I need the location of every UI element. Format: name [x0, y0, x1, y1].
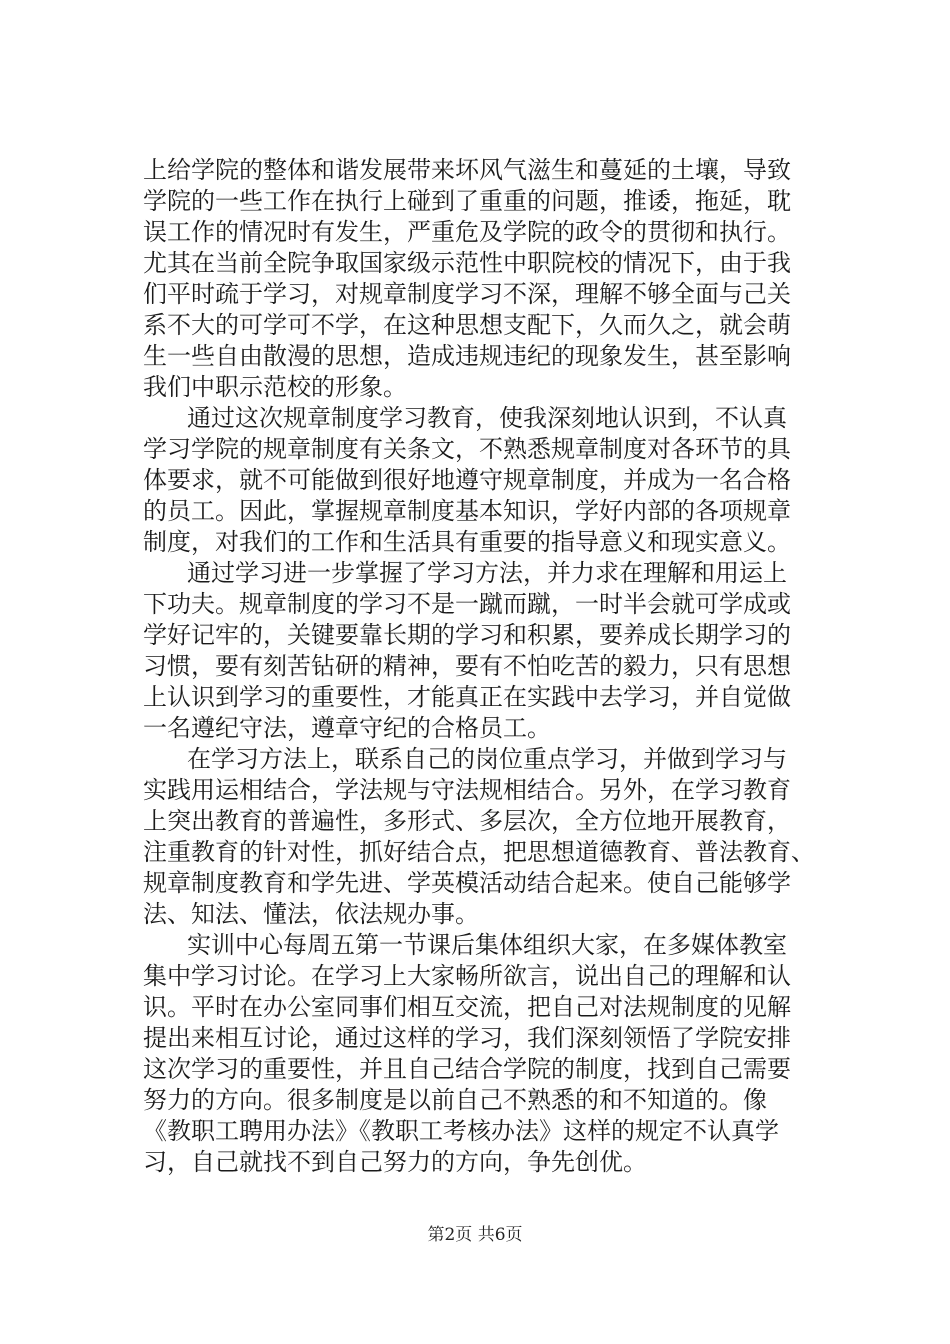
- text-line: 尤其在当前全院争取国家级示范性中职院校的情况下，由于我: [143, 249, 791, 277]
- text-line: 体要求，就不可能做到很好地遵守规章制度，并成为一名合格: [143, 466, 791, 494]
- text-line: 上突出教育的普遍性，多形式、多层次，全方位地开展教育，: [143, 807, 791, 835]
- text-line: 学好记牢的，关键要靠长期的学习和积累，要养成长期学习的: [143, 621, 791, 649]
- text-line: 《教职工聘用办法》《教职工考核办法》这样的规定不认真学: [143, 1117, 779, 1145]
- text-line: 识。平时在办公室同事们相互交流，把自己对法规制度的见解: [143, 993, 791, 1021]
- text-line: 上认识到学习的重要性，才能真正在实践中去学习，并自觉做: [143, 683, 791, 711]
- paragraph-first-line: 通过学习进一步掌握了学习方法，并力求在理解和用运上: [187, 559, 787, 587]
- text-line: 误工作的情况时有发生，严重危及学院的政令的贯彻和执行。: [143, 218, 791, 246]
- text-line: 法、知法、懂法，依法规办事。: [143, 900, 479, 928]
- body-text: [143, 155, 839, 1178]
- text-line: 注重教育的针对性，抓好结合点，把思想道德教育、普法教育、: [143, 838, 815, 866]
- text-line: 系不大的可学可不学，在这种思想支配下，久而久之，就会萌: [143, 311, 791, 339]
- text-line: 习惯，要有刻苦钻研的精神，要有不怕吃苦的毅力，只有思想: [143, 652, 791, 680]
- page-number-footer: 第2页 共6页: [427, 1225, 523, 1245]
- paragraph-first-line: 通过这次规章制度学习教育，使我深刻地认识到，不认真: [187, 404, 787, 432]
- text-line: 们平时疏于学习，对规章制度学习不深，理解不够全面与己关: [143, 280, 791, 308]
- text-line: 规章制度教育和学先进、学英模活动结合起来。使自己能够学: [143, 869, 791, 897]
- paragraph-first-line: 实训中心每周五第一节课后集体组织大家，在多媒体教室: [187, 931, 787, 959]
- text-line: 努力的方向。很多制度是以前自己不熟悉的和不知道的。像: [143, 1086, 767, 1114]
- text-line: 下功夫。规章制度的学习不是一蹴而蹴，一时半会就可学成或: [143, 590, 791, 618]
- text-line: 实践用运相结合，学法规与守法规相结合。另外，在学习教育: [143, 776, 791, 804]
- text-line: 集中学习讨论。在学习上大家畅所欲言，说出自己的理解和认: [143, 962, 791, 990]
- text-line: 上给学院的整体和谐发展带来坏风气滋生和蔓延的土壤，导致: [143, 156, 791, 184]
- text-line: 一名遵纪守法，遵章守纪的合格员工。: [143, 714, 551, 742]
- text-line: 生一些自由散漫的思想，造成违规违纪的现象发生，甚至影响: [143, 342, 791, 370]
- text-line: 习，自己就找不到自己努力的方向，争先创优。: [143, 1148, 647, 1176]
- paragraph-first-line: 在学习方法上，联系自己的岗位重点学习，并做到学习与: [187, 745, 787, 773]
- text-line: 学习学院的规章制度有关条文，不熟悉规章制度对各环节的具: [143, 435, 791, 463]
- text-line: 提出来相互讨论，通过这样的学习，我们深刻领悟了学院安排: [143, 1024, 791, 1052]
- text-line: 的员工。因此，掌握规章制度基本知识，学好内部的各项规章: [143, 497, 791, 525]
- text-line: 这次学习的重要性，并且自己结合学院的制度，找到自己需要: [143, 1055, 791, 1083]
- text-line: 我们中职示范校的形象。: [143, 373, 407, 401]
- text-line: 制度，对我们的工作和生活具有重要的指导意义和现实意义。: [143, 528, 791, 556]
- text-line: 学院的一些工作在执行上碰到了重重的问题，推诿，拖延，耽: [143, 187, 791, 215]
